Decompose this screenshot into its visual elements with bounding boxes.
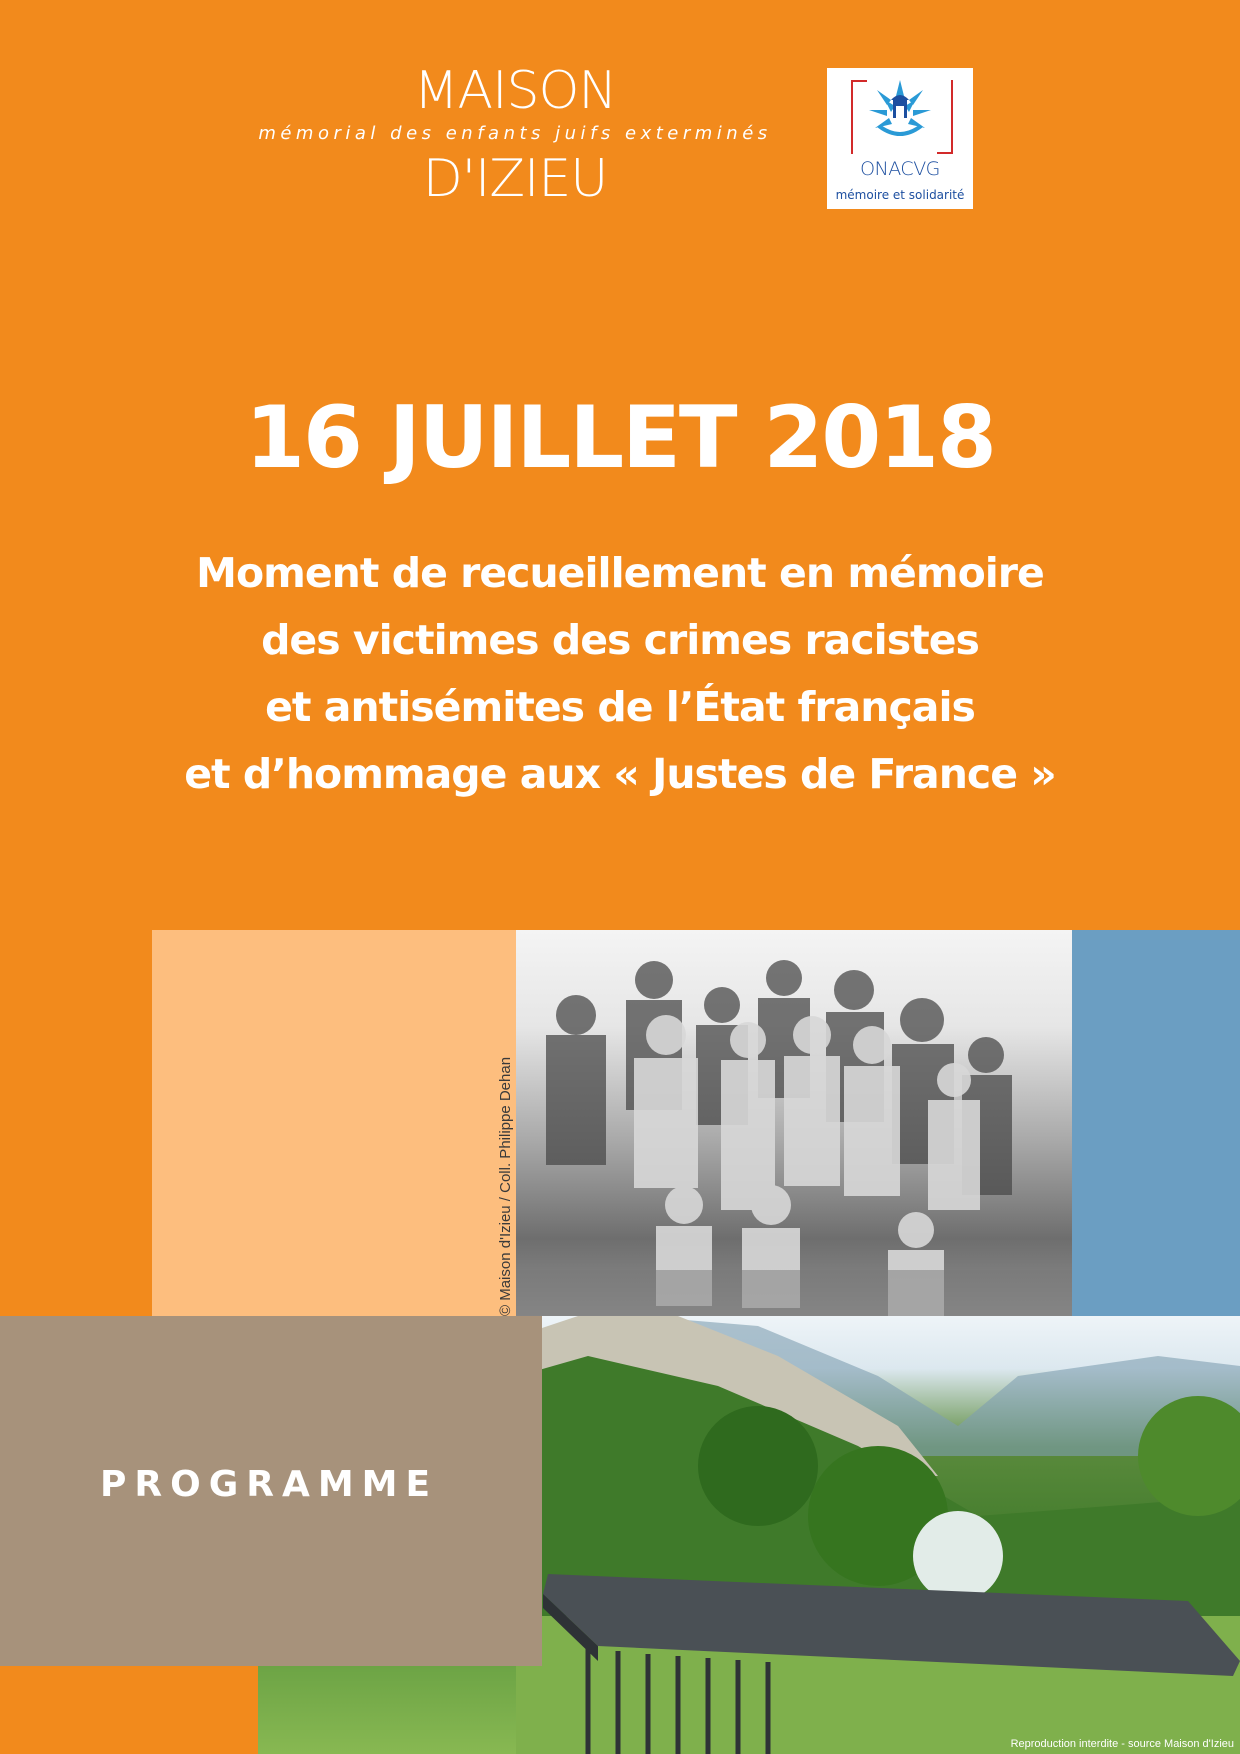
reproduction-notice: Reproduction interdite - source Maison d'Izieu	[1010, 1738, 1234, 1750]
event-date: 16 JUILLET 2018	[245, 388, 995, 488]
description-line: et d’hommage aux « Justes de France »	[184, 750, 1056, 798]
description-line: et antisémites de l’État français	[265, 683, 975, 731]
logo-tagline: mémorial des enfants juifs exterminés	[258, 123, 772, 144]
description-line: Moment de recueillement en mémoire	[196, 549, 1044, 597]
photo-credit: © Maison d'Izieu / Coll. Philippe Dehan	[497, 1056, 514, 1316]
onac-name: ONACVG	[860, 158, 940, 180]
programme-heading: PROGRAMME	[100, 1464, 439, 1505]
onac-tagline: mémoire et solidarité	[835, 188, 965, 202]
description-line: des victimes des crimes racistes	[261, 616, 979, 664]
event-description	[0, 540, 1240, 808]
peach-block	[152, 930, 516, 1316]
children-silhouettes	[516, 930, 1072, 1316]
logo-izieu-text: D'IZIEU	[422, 149, 608, 209]
onacvg-logo	[827, 68, 973, 209]
children-group-photo	[516, 930, 1072, 1316]
programme-panel	[0, 1316, 542, 1666]
maison-izieu-logo	[255, 62, 775, 208]
logo-maison-text: MAISON	[413, 61, 617, 121]
cornflower-icon	[865, 76, 935, 148]
blue-block	[1072, 930, 1240, 1316]
